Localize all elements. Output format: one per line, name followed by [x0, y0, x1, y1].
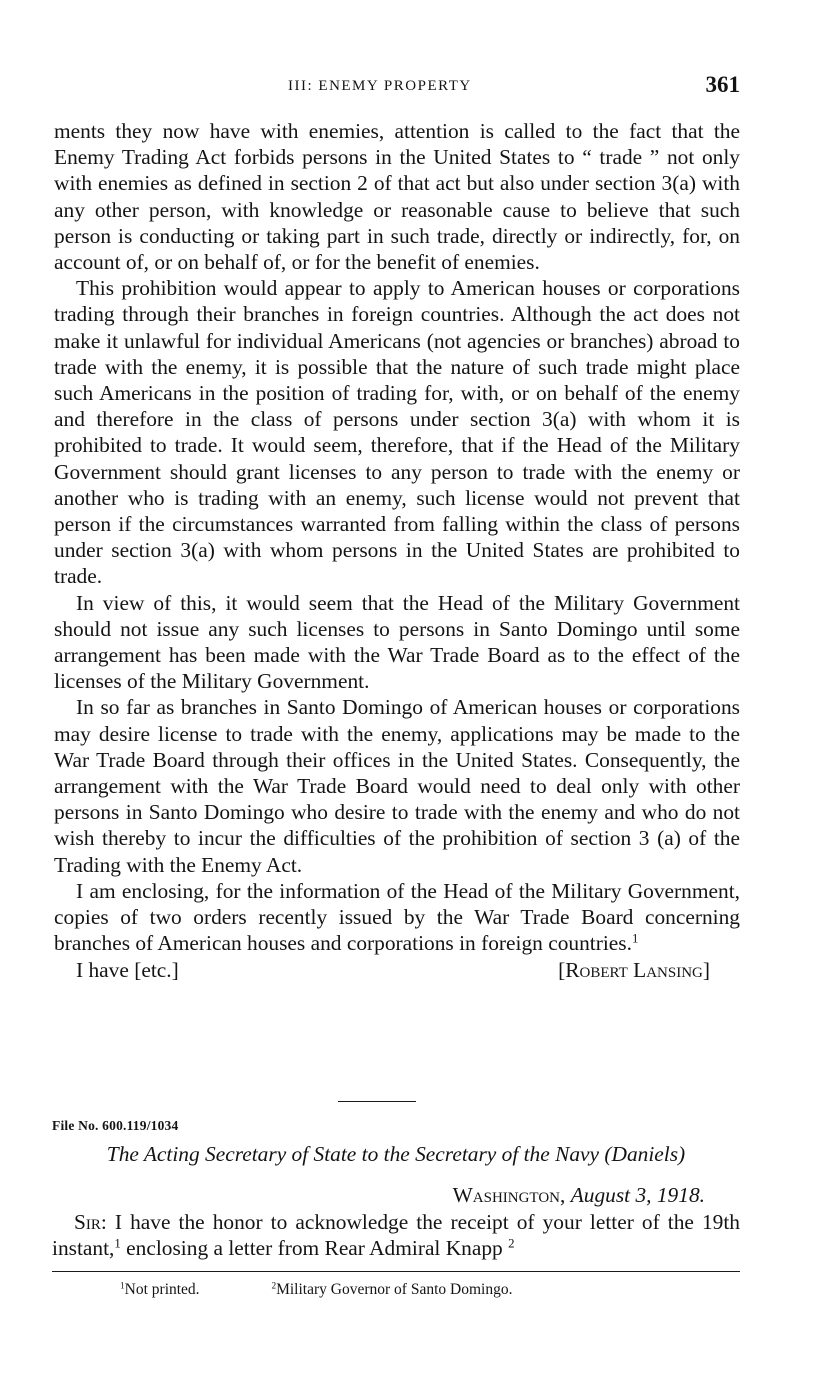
paragraph-enclosing-text: I am enclosing, for the information of the Head of the Military Government, copies of two orders recently issued by the War Trade Board concerning branches of American houses and corporations in foreign countries. — [54, 878, 740, 956]
footnote-1-text: Not printed. — [124, 1281, 200, 1298]
footnote-2-text: Military Governor of Santo Domingo. — [276, 1281, 513, 1298]
paragraph-continued: ments they now have with enemies, attention is called to the fact that the Enemy Trading Act forbids persons in the United States to “ trade ” not only with enemies as defined in section 2 of that act but also under section 3(a) with any other person, with knowledge or reasonable cause to believe that such person is conducting or taking part in such trade, directly or indirectly, for, on account of, or on behalf of, or for the benefit of enemies. — [54, 119, 740, 275]
footnote-ref-1: 1 — [114, 1236, 121, 1251]
paragraph-enclosing — [54, 878, 740, 957]
footnote-2-mark: 2 — [271, 1281, 277, 1292]
footnote-1 — [120, 1281, 200, 1299]
footnote-1-mark: 1 — [120, 1281, 125, 1292]
dateline-place: Washington, — [452, 1183, 566, 1207]
file-number: File No. 600.119/1034 — [52, 1118, 179, 1133]
paragraph-in-view: In view of this, it would seem that the Head of the Military Government should not issue any such licenses to persons in Santo Domingo until some arrangement has been made with the War Trade Board as to the effect of the licenses of the Military Government. — [54, 590, 740, 694]
footnotes — [120, 1281, 720, 1299]
letter-text-2: enclosing a letter from Rear Admiral Knapp — [120, 1236, 503, 1261]
letter-text-1: I have the honor to acknowledge the receipt of your letter of the 19th instant, — [52, 1210, 740, 1261]
footnote-2 — [271, 1281, 512, 1299]
salutation: Sir: — [74, 1210, 107, 1234]
signoff-row — [54, 957, 740, 985]
section-divider — [338, 1101, 416, 1102]
running-head: III: ENEMY PROPERTY — [288, 78, 472, 94]
dateline — [453, 1183, 705, 1208]
page-number: 361 — [705, 72, 740, 97]
footnote-ref-2: 2 — [508, 1236, 515, 1251]
signature: [Robert Lansing] — [558, 957, 710, 982]
page-header — [52, 72, 740, 102]
body-text — [54, 118, 740, 985]
letter-opening — [52, 1209, 740, 1261]
footnote-ref: 1 — [631, 931, 639, 946]
paragraph-branches: In so far as branches in Santo Domingo of American houses or corporations may desire license to trade with the enemy, applications may be made to the War Trade Board through their offices in the United States. Consequently, the arrangement with the War Trade Board would need to deal only with other persons in Santo Domingo who desire to trade with the enemy and who do not wish thereby to incur the difficulties of the prohibition of section 3 (a) of the Trading with the Enemy Act. — [54, 695, 740, 877]
closing: I have [etc.] — [76, 957, 179, 982]
document-title: The Acting Secretary of State to the Secretary of the Navy (Daniels) — [106, 1142, 686, 1166]
paragraph-prohibition: This prohibition would appear to apply to American houses or corporations trading through their branches in foreign countries. Although the act does not make it unlawful for individual Americans (not agencies or branches) abroad to trade with the enemy, it is possible that the nature of such trade might place such Americans in the position of trading for, with, or on behalf of the enemy and therefore in the class of persons under section 3(a) with whom it is prohibited to trade. It would seem, therefore, that if the Head of the Military Government should grant licenses to any person to trade with the enemy or another who is trading with an enemy, such license would not prevent that person if the circumstances warranted from falling within the class of persons under section 3(a) with whom persons in the United States are prohibited to trade. — [54, 276, 740, 589]
footnote-rule — [52, 1271, 740, 1272]
dateline-date: August 3, 1918. — [570, 1183, 705, 1207]
